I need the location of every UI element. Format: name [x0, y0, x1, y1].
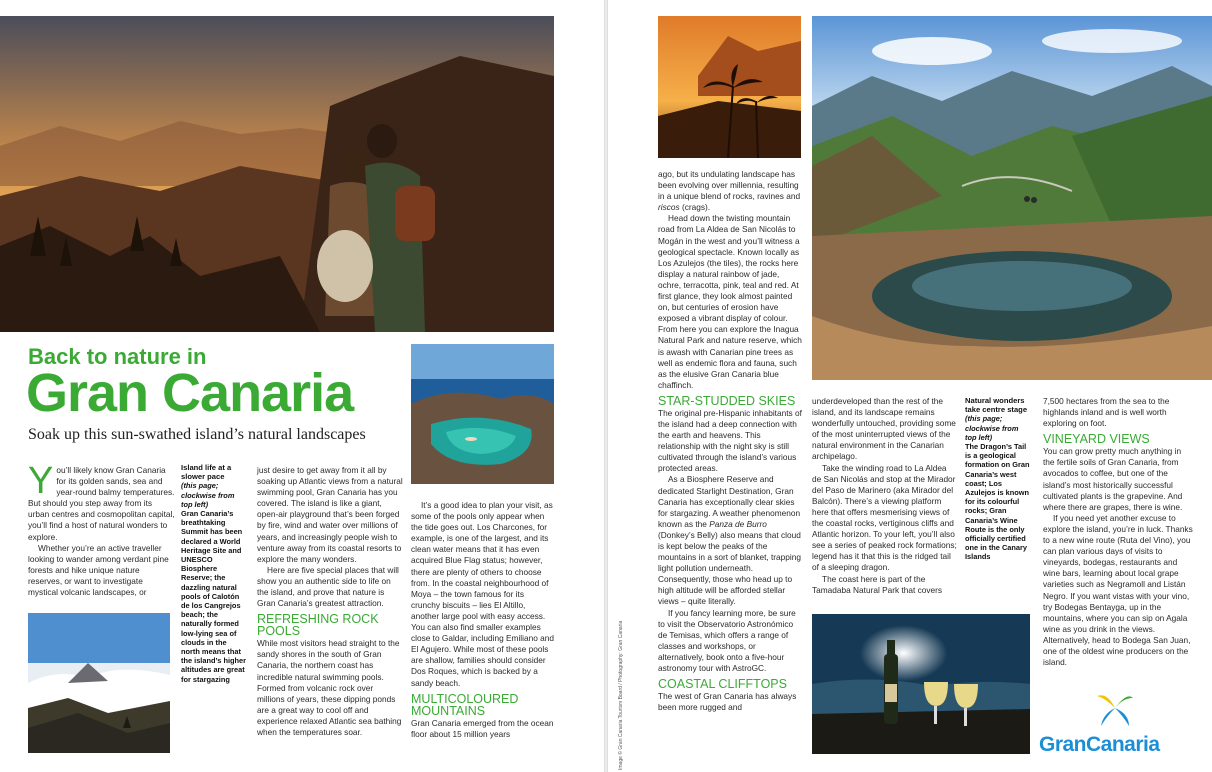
caption-note: (this page; clockwise from top left) [181, 481, 235, 509]
photo-credit: Image © Gran Canaria Tourism Board / Photography: Gran Canaria [618, 620, 624, 770]
paragraph: Whether you’re an active traveller looking to wander among verdant pine forests and hike unique nature reserves, or want to investigate mystical volcanic landscapes, or [28, 542, 169, 598]
text-run-italic: riscos [658, 202, 680, 213]
section-heading-coastal-clifftops: COASTAL CLIFFTOPS [658, 677, 787, 692]
photo-sea-of-clouds [28, 613, 170, 753]
paragraph: The original pre-Hispanic inhabitants of the island had a deep connection with the earth and heavens. This relationship with the night sky is still cultivated through the island’s various protected areas. [658, 407, 802, 474]
article-standfirst: Soak up this sun-swathed island’s natural landscapes [28, 426, 366, 443]
photo-palm-sunset [658, 16, 801, 158]
paragraph: Here are five special places that will show you an authentic side to life on the island, and prove that nature is Gran Canaria’s greatest attraction. [257, 564, 399, 609]
left-page [0, 0, 604, 772]
body-column-1 [28, 460, 175, 598]
paragraph: just desire to get away from it all by soaking up Atlantic views from a natural swimming pool, Gran Canaria has you covered. The island is like a giant, open-air playground that’s been forged by fire, wind and water over millions of years, and increasingly people wish to venture away from its coastal resorts to explore the many wonders. [257, 465, 403, 564]
paragraph: It’s a good idea to plan your visit, as some of the pools only appear when the tide goes out. Los Charcones, for example, is one of the largest, and its clean water means that it has even acquired Blue Flag status; however, there are plenty of others to choose from. In the coastal neighbourhood of Moya – the town famous for its crunchy biscuits – lies El Altillo, another large pool with easy access. You can also find smaller examples close to Galdar, including Emiliano and El Agujero. While most of these pools are shallow, families should consider Dos Roques, which is backed by a sandy beach. [411, 500, 554, 688]
body-column-b [812, 396, 957, 596]
drop-cap: Y [28, 460, 54, 502]
paragraph [658, 474, 802, 607]
section-heading-rock-pools: REFRESHING ROCK POOLS [257, 612, 379, 639]
right-page [608, 0, 1212, 772]
intro-paragraph [28, 460, 175, 543]
photo-mountain-pool [812, 16, 1212, 380]
text-run: ago, but its undulating landscape has been evolving over millennia, resulting in a unique blend of rocks, ravines and [658, 169, 801, 202]
photo-caption-left [181, 463, 247, 684]
section-heading-star-studded-skies: STAR-STUDDED SKIES [658, 393, 796, 408]
paragraph: If you fancy learning more, be sure to visit the Observatorio Astronómico de Temisas, which offers a range of classes and workshops, or alternatively, book onto a five-hour astronomy tour with AstroGC. [658, 607, 796, 674]
photo-caption-right [965, 396, 1031, 562]
section-heading-multicoloured-mountains: MULTICOLOURED MOUNTAINS [411, 691, 519, 718]
hero-photo-couple-sunset [0, 16, 554, 332]
article-title: Gran Canaria [26, 363, 354, 423]
text-run: (Donkey’s Belly) also means that cloud is kept below the peaks of the mountains in a sort of blanket, trapping light pollution underneath. Consequently, those who head up to high altitude will be afforded stellar views – quite literally. [658, 529, 801, 607]
caption-body: The Dragon’s Tail is a geological formation on Gran Canaria’s west coast; Los Azulejos is known for its colourful rocks; Gran Canaria’s Wine Route is the only officially certified one in the Canary Islands [965, 442, 1030, 562]
paragraph [658, 169, 802, 213]
body-column-4 [411, 500, 554, 740]
caption-note: (this page; clockwise from top left) [965, 414, 1019, 442]
body-column-3 [257, 465, 403, 738]
paragraph: 7,500 hectares from the sea to the highlands inland and is well worth exploring on foot. [1043, 396, 1170, 429]
paragraph: The west of Gran Canaria has always been more rugged and [658, 691, 797, 713]
body-column-a [658, 169, 802, 713]
caption-lead: Island life at a slower pace [181, 463, 232, 482]
gran-canaria-logo [1093, 688, 1137, 730]
photo-natural-pool [411, 344, 554, 484]
article-kicker: Back to nature in [28, 344, 207, 369]
paragraph: underdeveloped than the rest of the island, and its landscape remains wonderfully untouched, providing some of the most uninterrupted views of the natural environment in the Canarian archipelago. [812, 396, 956, 462]
paragraph: If you need yet another excuse to explore the island, you’re in luck. Thanks to a new wine route (Ruta del Vino), you can plan various days of visits to vineyards, bodegas, restaurants and wine bars, learning about local grape varieties such as Negramoll and Listán Negro. If you want vistas with your vino, try Bodegas Bentayga, up in the mountains, where you can sip on Agala wine as you drink in the views. Alternatively, head to Bodega San Juan, one of the oldest wine producers on the island. [1043, 512, 1193, 668]
caption-lead: Natural wonders take centre stage [965, 396, 1028, 415]
text-run: (crags). [679, 202, 711, 213]
paragraph: You can grow pretty much anything in the fertile soils of Gran Canaria, from avocados to coffee, but one of the island’s most historically successful cultivated plants is the grapevine. And where there are grapes, there is wine. [1043, 446, 1183, 512]
body-column-d [1043, 396, 1193, 668]
paragraph: The coast here is part of the Tamadaba Natural Park that covers [812, 573, 943, 595]
paragraph: Gran Canaria emerged from the ocean floor about 15 million years [411, 717, 554, 739]
gran-canaria-wordmark: GranCanaria [1039, 733, 1160, 756]
paragraph: Take the winding road to La Aldea de San Nicolás and stop at the Mirador del Paso de Marinero (aka Mirador del Balcón). There’s a viewing platform here that offers mesmerising views of the coastal rocks, vertiginous cliffs and Atlantic horizon. To your left, you’ll also see a series of peaked rock formations; legend has it that this is the ridged tail of a sleeping dragon. [812, 462, 957, 573]
intro-text: ou’ll likely know Gran Canaria for its golden sands, sea and year-round balmy temperatures. But should you step away from its urban centres and cosmopolitan capital, you’ll find a host of natural wonders to explore. [28, 465, 175, 542]
text-run-italic: Panza de Burro [709, 518, 767, 529]
paragraph: While most visitors head straight to the sandy shores in the south of Gran Canaria, the northern coast has incredible natural swimming pools. Formed from volcanic rock over millions of years, these dipping ponds are a great way to cool off and experience relaxed Atlantic sea bathing when the temperatures soar. [257, 638, 402, 737]
text-run: As a Biosphere Reserve and dedicated Starlight Destination, Gran Canaria has exceptionally clear skies for stargazing. A weather phenomenon known as the [658, 474, 801, 529]
paragraph: Head down the twisting mountain road from La Aldea de San Nicolás to Mogán in the west and you’ll witness a geological spectacle. Known locally as Los Azulejos (the tiles), the rocks here display a natural rainbow of jade, ochre, terracotta, pink, teal and red. At first glance, they look almost painted on, but centuries of erosion have exposed a vibrant display of colour. From here you can explore the Inagua Natural Park and nature reserve, which is awash with Canarian pine trees as well as endemic flora and fauna, such as the elusive Gran Canaria blue chaffinch. [658, 213, 802, 390]
photo-wine-glasses-night [812, 614, 1030, 754]
section-heading-vineyard-views: VINEYARD VIEWS [1043, 432, 1150, 447]
caption-body: Gran Canaria’s breathtaking Summit has been declared a World Heritage Site and UNESCO Biosphere Reserve; the dazzling natural pools of Calotón de los Cangrejos beach; the naturally formed low-lying sea of clouds in the north means that the island’s higher altitudes are great for stargazing [181, 509, 247, 684]
